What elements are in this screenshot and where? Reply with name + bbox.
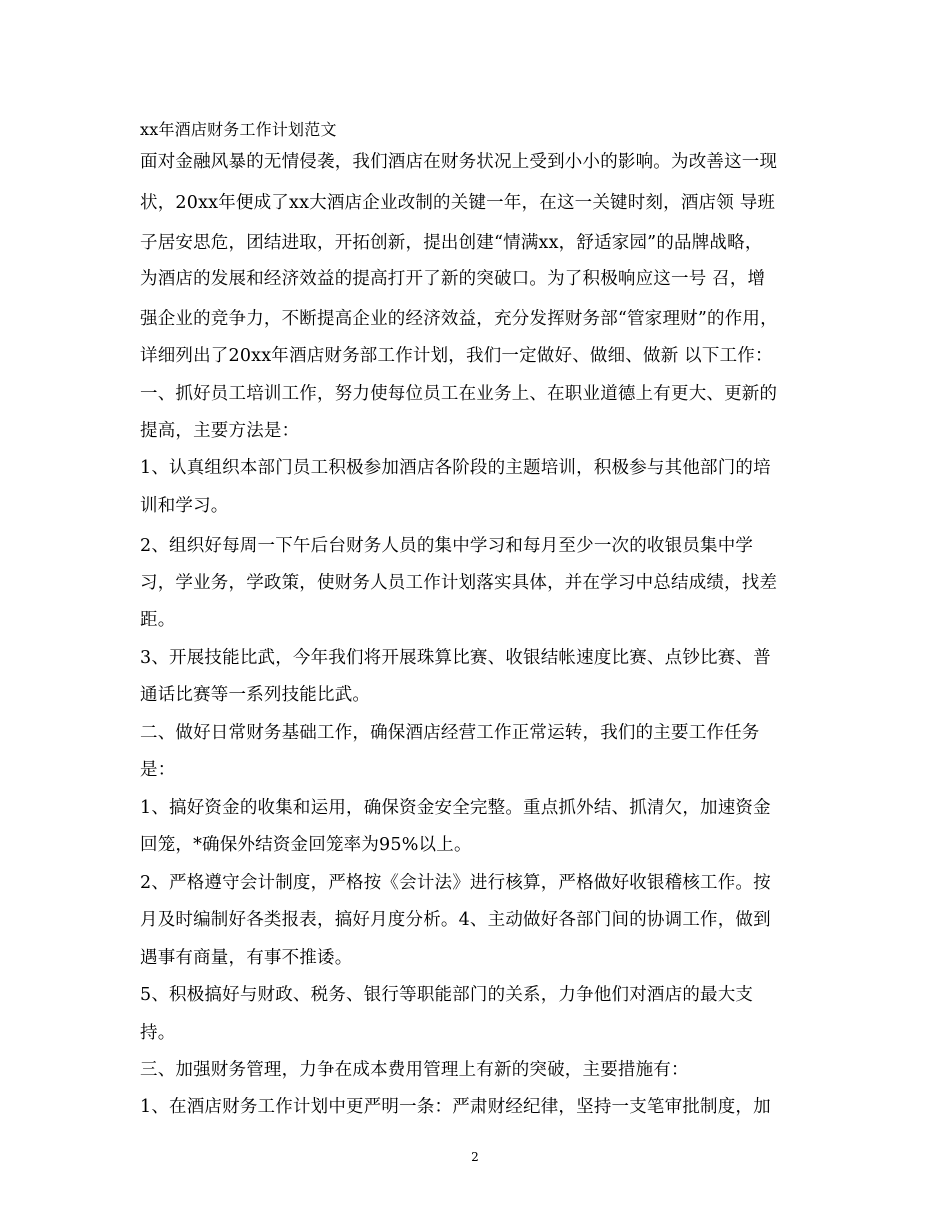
text-line: 回笼，*确保外结资金回笼率为95%以上。 [140, 835, 472, 855]
text-line: 为酒店的发展和经济效益的提高打开了新的突破口。为了积极响应这一号 召，增 [140, 269, 766, 289]
text-line: 2、严格遵守会计制度，严格按《会计法》进行核算，严格做好收银稽核工作。按 [140, 873, 771, 893]
text-line: 月及时编制好各类报表，搞好月度分析。4、主动做好各部门间的协调工作，做到 [140, 910, 771, 930]
document-title: xx年酒店财务工作计划范文 [140, 120, 337, 139]
text-line: 1、搞好资金的收集和运用，确保资金安全完整。重点抓外结、抓清欠，加速资金 [140, 798, 771, 818]
text-line: 详细列出了20xx年酒店财务部工作计划，我们一定做好、做细、做新 以下工作： [140, 346, 773, 366]
text-line: 面对金融风暴的无情侵袭，我们酒店在财务状况上受到小小的影响。为改善这一现 [140, 152, 778, 172]
text-line: 持。 [140, 1023, 176, 1043]
text-line: 距。 [140, 610, 176, 630]
text-line: 一、抓好员工培训工作，努力使每位员工在业务上、在职业道德上有更大、更新的 [140, 384, 778, 404]
text-line: 子居安思危，团结进取，开拓创新，提出创建“情满xx，舒适家园”的品牌战略， [140, 233, 763, 253]
text-line: 强企业的竞争力，不断提高企业的经济效益，充分发挥财务部“管家理财”的作用， [140, 309, 778, 329]
text-line: 5、积极搞好与财政、税务、银行等职能部门的关系，力争他们对酒店的最大支 [140, 985, 754, 1005]
text-line: 3、开展技能比武，今年我们将开展珠算比赛、收银结帐速度比赛、点钞比赛、普 [140, 648, 771, 668]
text-line: 二、做好日常财务基础工作，确保酒店经营工作正常运转，我们的主要工作任务 [140, 723, 760, 743]
text-line: 三、加强财务管理，力争在成本费用管理上有新的突破，主要措施有： [140, 1060, 689, 1080]
text-line: 1、在酒店财务工作计划中更严明一条：严肃财经纪律，坚持一支笔审批制度，加 [140, 1097, 771, 1117]
page-number: 2 [471, 1150, 479, 1164]
text-line: 提高，主要方法是： [140, 421, 300, 441]
text-line: 习，学业务，学政策，使财务人员工作计划落实具体，并在学习中总结成绩，找差 [140, 573, 778, 593]
text-line: 状，20xx年便成了xx大酒店企业改制的关键一年，在这一关键时刻，酒店领 导班 [140, 193, 776, 213]
text-line: 遇事有商量，有事不推诿。 [140, 948, 353, 968]
text-line: 通话比赛等一系列技能比武。 [140, 685, 371, 705]
text-line: 2、组织好每周一下午后台财务人员的集中学习和每月至少一次的收银员集中学 [140, 536, 754, 556]
text-line: 训和学习。 [140, 496, 229, 516]
text-line: 1、认真组织本部门员工积极参加酒店各阶段的主题培训，积极参与其他部门的培 [140, 458, 771, 478]
text-line: 是： [140, 760, 176, 780]
